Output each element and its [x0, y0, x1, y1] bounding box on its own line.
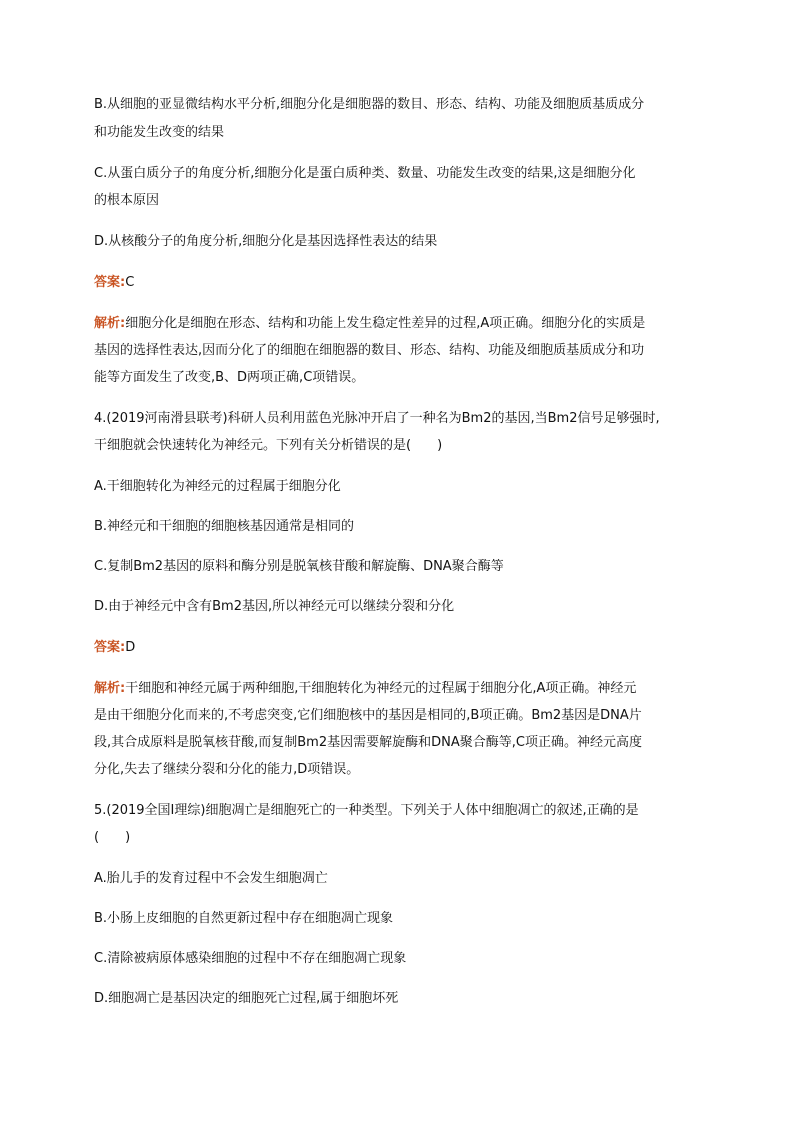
answer-label: 答案: — [94, 275, 126, 290]
answer-value: C — [125, 275, 135, 290]
q4-option-c: C.复制Bm2基因的原料和酶分别是脱氧核苷酸和解旋酶、DNA聚合酶等 — [94, 559, 504, 574]
q4-stem-line-1: 4.(2019河南滑县联考)科研人员利用蓝色光脉冲开启了一种名为Bm2的基因,当Bm2信号足够强时, — [94, 411, 660, 426]
q3-analysis-line-3: 能等方面发生了改变,B、D两项正确,C项错误。 — [94, 370, 365, 385]
q4-option-a: A.干细胞转化为神经元的过程属于细胞分化 — [94, 479, 341, 494]
q5-stem-line-2: ( ) — [94, 830, 131, 845]
q3-answer — [94, 275, 134, 291]
q4-analysis-line-2: 是由干细胞分化而来的,不考虑突变,它们细胞核中的基因是相同的,B项正确。Bm2基因是DNA片 — [94, 708, 642, 723]
q4-analysis-line-3: 段,其合成原料是脱氧核苷酸,而复制Bm2基因需要解旋酶和DNA聚合酶等,C项正确。神经元高度 — [94, 735, 642, 750]
q3-option-b-line-1: B.从细胞的亚显微结构水平分析,细胞分化是细胞器的数目、形态、结构、功能及细胞质基质成分 — [94, 97, 645, 112]
q3-option-c-line-2: 的根本原因 — [94, 193, 160, 208]
q3-option-d: D.从核酸分子的角度分析,细胞分化是基因选择性表达的结果 — [94, 234, 438, 249]
q3-option-c-line-1: C.从蛋白质分子的角度分析,细胞分化是蛋白质种类、数量、功能发生改变的结果,这是细胞分化 — [94, 166, 636, 181]
answer-label: 答案: — [94, 640, 126, 655]
q3-analysis-line-1 — [94, 316, 645, 332]
analysis-label: 解析: — [94, 681, 126, 696]
q5-option-d: D.细胞凋亡是基因决定的细胞死亡过程,属于细胞坏死 — [94, 991, 399, 1006]
analysis-text: 干细胞和神经元属于两种细胞,干细胞转化为神经元的过程属于细胞分化,A项正确。神经元 — [125, 681, 637, 696]
q5-option-a: A.胎儿手的发育过程中不会发生细胞凋亡 — [94, 871, 328, 886]
answer-value: D — [125, 640, 136, 655]
q4-option-d: D.由于神经元中含有Bm2基因,所以神经元可以继续分裂和分化 — [94, 599, 455, 614]
q5-option-c: C.清除被病原体感染细胞的过程中不存在细胞凋亡现象 — [94, 951, 407, 966]
q4-analysis-line-1 — [94, 681, 636, 697]
q3-option-b-line-2: 和功能发生改变的结果 — [94, 125, 225, 140]
q4-answer — [94, 640, 135, 656]
analysis-label: 解析: — [94, 316, 126, 331]
q4-analysis-line-4: 分化,失去了继续分裂和分化的能力,D项错误。 — [94, 762, 360, 777]
q4-stem-line-2: 干细胞就会快速转化为神经元。下列有关分析错误的是( ) — [94, 438, 443, 453]
q3-analysis-line-2: 基因的选择性表达,因而分化了的细胞在细胞器的数目、形态、结构、功能及细胞质基质成分和功 — [94, 343, 645, 358]
analysis-text: 细胞分化是细胞在形态、结构和功能上发生稳定性差异的过程,A项正确。细胞分化的实质是 — [125, 316, 646, 331]
q5-stem-line-1: 5.(2019全国Ⅰ理综)细胞凋亡是细胞死亡的一种类型。下列关于人体中细胞凋亡的叙述,正确的是 — [94, 803, 639, 818]
q5-option-b: B.小肠上皮细胞的自然更新过程中存在细胞凋亡现象 — [94, 911, 394, 926]
q4-option-b: B.神经元和干细胞的细胞核基因通常是相同的 — [94, 519, 355, 534]
